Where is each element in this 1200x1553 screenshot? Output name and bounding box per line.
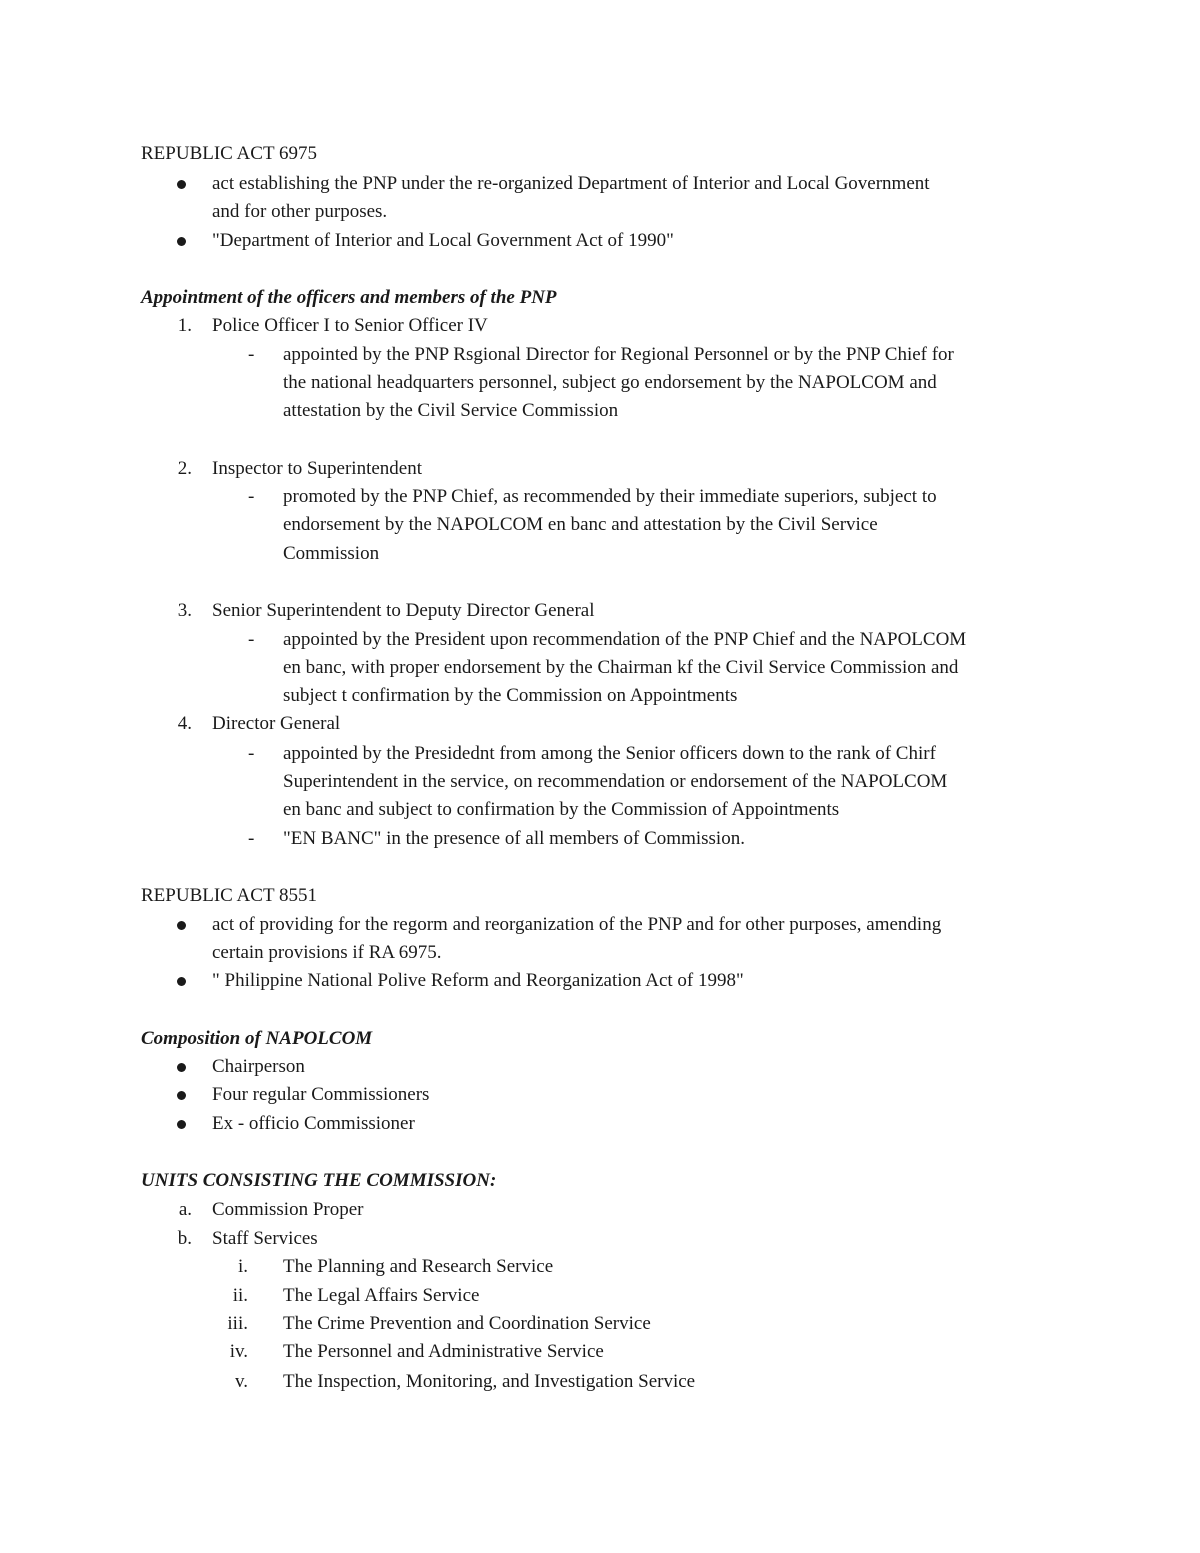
section-title-ra8551: REPUBLIC ACT 8551	[141, 885, 317, 906]
bullet-text: act establishing the PNP under the re-organized Department of Interior and Local Government	[212, 173, 930, 194]
sublist-item-label: The Planning and Research Service	[283, 1256, 554, 1277]
bullet-text: Chairperson	[212, 1056, 305, 1077]
bullet-text: Ex - officio Commissioner	[212, 1113, 415, 1134]
bullet-dot	[177, 1063, 186, 1072]
list-item-label: Commission Proper	[212, 1199, 364, 1220]
dash-text-continued: Superintendent in the service, on recommendation or endorsement of the NAPOLCOM	[283, 771, 948, 792]
section-heading-composition: Composition of NAPOLCOM	[141, 1028, 373, 1049]
sublist-item-label: The Inspection, Monitoring, and Investigation Service	[283, 1371, 696, 1392]
bullet-dot	[177, 977, 186, 986]
roman-numeral: v.	[234, 1371, 248, 1392]
section-heading-appointment: Appointment of the officers and members of the PNP	[141, 287, 557, 308]
bullet-text: "Department of Interior and Local Government Act of 1990"	[212, 230, 674, 251]
roman-numeral: iv.	[229, 1341, 248, 1362]
sublist-item-label: The Legal Affairs Service	[283, 1285, 480, 1306]
sublist-item-label: The Crime Prevention and Coordination Service	[283, 1313, 651, 1334]
dash-marker: -	[248, 743, 255, 764]
list-letter: a.	[178, 1199, 192, 1220]
bullet-dot	[177, 921, 186, 930]
dash-marker: -	[248, 344, 255, 365]
dash-text-continued: subject t confirmation by the Commission on Appointments	[283, 685, 738, 706]
dash-text-continued: the national headquarters personnel, subject go endorsement by the NAPOLCOM and	[283, 372, 937, 393]
list-number: 4.	[177, 713, 192, 734]
bullet-text-continued: and for other purposes.	[212, 201, 388, 222]
dash-text: appointed by the PNP Rsgional Director for Regional Personnel or by the PNP Chief for	[283, 344, 954, 365]
list-item-label: Police Officer I to Senior Officer IV	[212, 315, 488, 336]
list-letter: b.	[177, 1228, 192, 1249]
bullet-dot	[177, 237, 186, 246]
bullet-text: Four regular Commissioners	[212, 1084, 430, 1105]
bullet-text: " Philippine National Polive Reform and Reorganization Act of 1998"	[212, 970, 744, 991]
list-item-label: Staff Services	[212, 1228, 318, 1249]
list-item-label: Senior Superintendent to Deputy Director General	[212, 600, 595, 621]
roman-numeral: iii.	[227, 1313, 248, 1334]
list-item-label: Director General	[212, 713, 341, 734]
dash-text: promoted by the PNP Chief, as recommended by their immediate superiors, subject to	[283, 486, 937, 507]
list-number: 2.	[177, 458, 192, 479]
dash-text-continued: attestation by the Civil Service Commission	[283, 400, 619, 421]
bullet-text-continued: certain provisions if RA 6975.	[212, 942, 442, 963]
roman-numeral: i.	[237, 1256, 248, 1277]
dash-text-continued: en banc, with proper endorsement by the Chairman kf the Civil Service Commission and	[283, 657, 959, 678]
roman-numeral: ii.	[232, 1285, 248, 1306]
bullet-dot	[177, 180, 186, 189]
bullet-dot	[177, 1091, 186, 1100]
list-number: 1.	[177, 315, 192, 336]
dash-text: appointed by the President upon recommendation of the PNP Chief and the NAPOLCOM	[283, 629, 967, 650]
dash-text-continued: Commission	[283, 543, 380, 564]
dash-text: "EN BANC" in the presence of all members of Commission.	[283, 828, 745, 849]
sublist-item-label: The Personnel and Administrative Service	[283, 1341, 604, 1362]
section-title-ra6975: REPUBLIC ACT 6975	[141, 143, 317, 164]
dash-marker: -	[248, 828, 255, 849]
dash-text-continued: en banc and subject to confirmation by the Commission of Appointments	[283, 799, 840, 820]
list-number: 3.	[177, 600, 192, 621]
list-item-label: Inspector to Superintendent	[212, 458, 423, 479]
dash-text-continued: endorsement by the NAPOLCOM en banc and attestation by the Civil Service	[283, 514, 878, 535]
bullet-dot	[177, 1120, 186, 1129]
bullet-text: act of providing for the regorm and reorganization of the PNP and for other purposes, amending	[212, 914, 942, 935]
dash-marker: -	[248, 629, 255, 650]
section-heading-units: UNITS CONSISTING THE COMMISSION:	[141, 1170, 497, 1191]
dash-text: appointed by the Presidednt from among the Senior officers down to the rank of Chirf	[283, 743, 936, 764]
dash-marker: -	[248, 486, 255, 507]
